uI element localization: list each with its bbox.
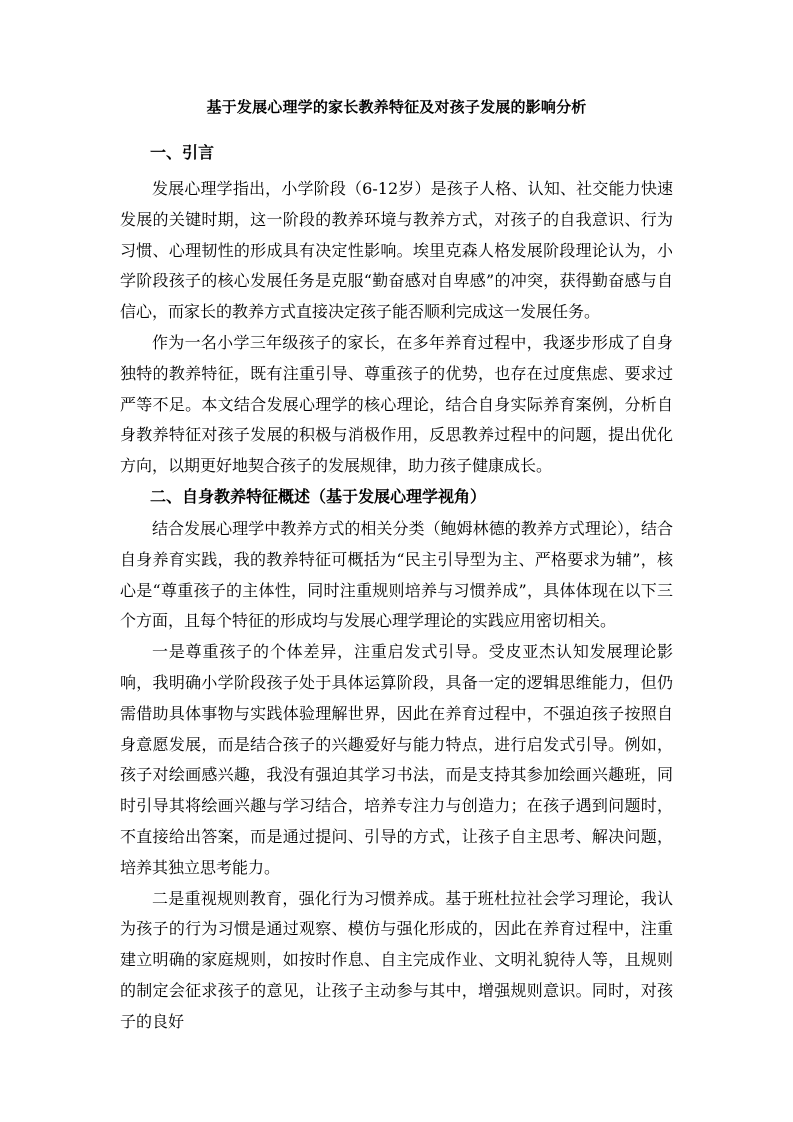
body-paragraph: 作为一名小学三年级孩子的家长，在多年养育过程中，我逐步形成了自身独特的教养特征，既有注重引导、尊重孩子的优势，也存在过度焦虑、要求过严等不足。本文结合发展心理学的核心理论，结合自身实际养育案例，分析自身教养特征对孩子发展的积极与消极作用，反思教养过程中的问题，提出优化方向，以期更好地契合孩子的发展规律，助力孩子健康成长。 <box>120 332 673 476</box>
document-body <box>120 96 673 1038</box>
document-title: 基于发展心理学的家长教养特征及对孩子发展的影响分析 <box>206 98 587 116</box>
section-heading-parenting-features: 二、自身教养特征概述（基于发展心理学视角） <box>150 486 487 506</box>
body-paragraph: 发展心理学指出，小学阶段（6-12岁）是孩子人格、认知、社交能力快速发展的关键时期，这一阶段的教养环境与教养方式，对孩子的自我意识、行为习惯、心理韧性的形成具有决定性影响。埃里克森人格发展阶段理论认为，小学阶段孩子的核心发展任务是克服“勤奋感对自卑感”的冲突，获得勤奋感与自信心，而家长的教养方式直接决定孩子能否顺利完成这一发展任务。 <box>120 179 673 322</box>
section-heading-introduction: 一、引言 <box>150 143 215 162</box>
body-paragraph: 结合发展心理学中教养方式的相关分类（鲍姆林德的教养方式理论），结合自身养育实践，我的教养特征可概括为“民主引导型为主、严格要求为辅”，核心是“尊重孩子的主体性，同时注重规则培养与习惯养成”，具体体现在以下三个方面，且每个特征的形成均与发展心理学理论的实践应用密切相关。 <box>120 518 673 631</box>
body-paragraph: 一是尊重孩子的个体差异，注重启发式引导。受皮亚杰认知发展理论影响，我明确小学阶段孩子处于具体运算阶段，具备一定的逻辑思维能力，但仍需借助具体事物与实践体验理解世界，因此在养育过程中，不强迫孩子按照自身意愿发展，而是结合孩子的兴趣爱好与能力特点，进行启发式引导。例如，孩子对绘画感兴趣，我没有强迫其学习书法，而是支持其参加绘画兴趣班，同时引导其将绘画兴趣与学习结合，培养专注力与创造力；在孩子遇到问题时，不直接给出答案，而是通过提问、引导的方式，让孩子自主思考、解决问题，培养其独立思考能力。 <box>120 642 673 877</box>
body-paragraph: 二是重视规则教育，强化行为习惯养成。基于班杜拉社会学习理论，我认为孩子的行为习惯是通过观察、模仿与强化形成的，因此在养育过程中，注重建立明确的家庭规则，如按时作息、自主完成作业、文明礼貌待人等，且规则的制定会征求孩子的意见，让孩子主动参与其中，增强规则意识。同时，对孩子的良好 <box>120 888 673 1031</box>
